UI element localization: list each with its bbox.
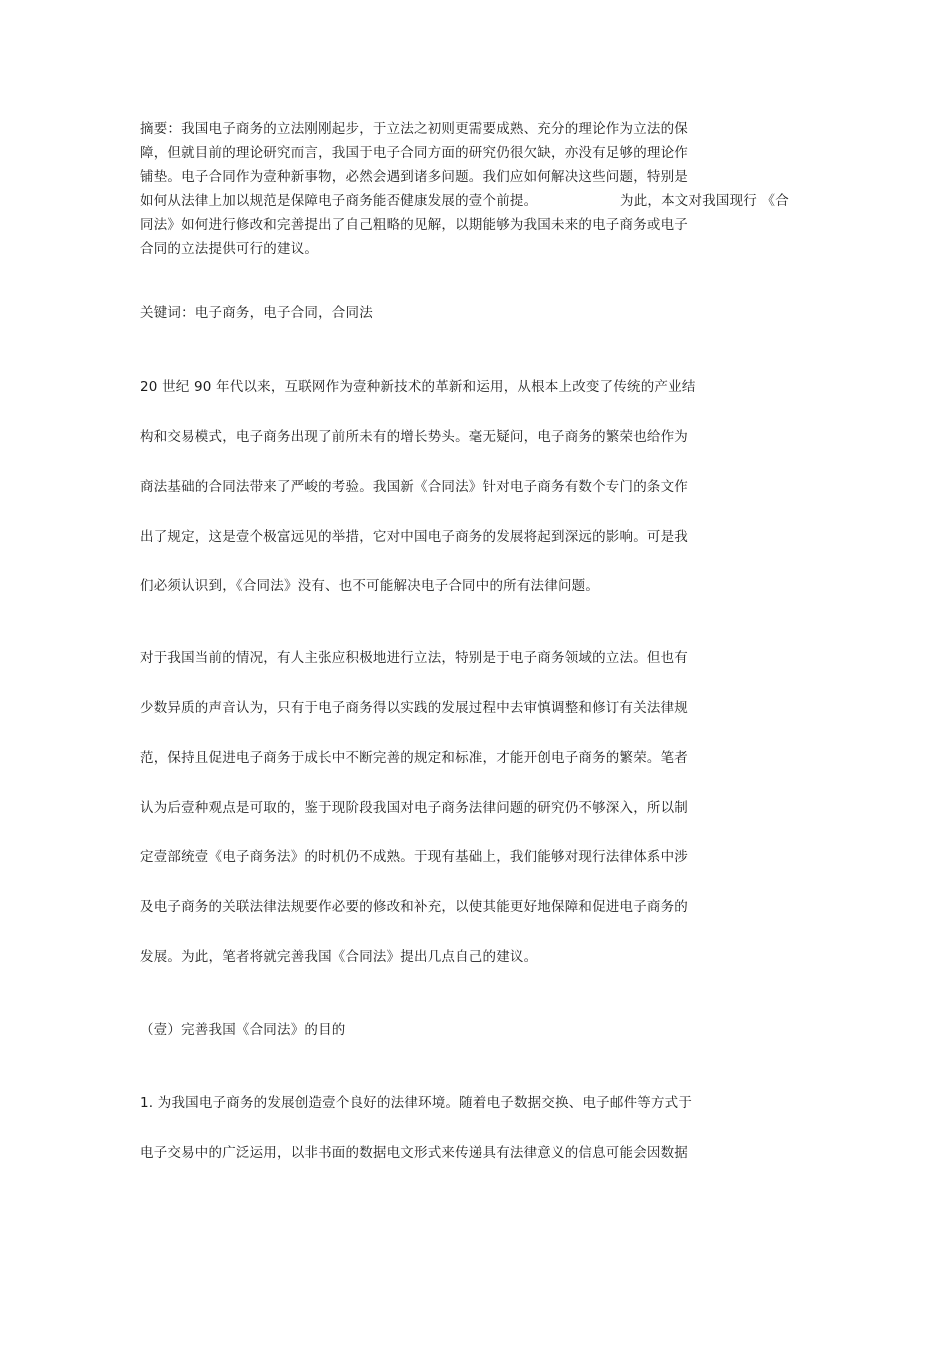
item-1-line: 1. 为我国电子商务的发展创造壹个良好的法律环境。随着电子数据交换、电子邮件等方式于 [140, 1095, 693, 1111]
section-heading: （壹）完善我国《合同法》的目的 [140, 1022, 346, 1038]
abstract-line: 障，但就目前的理论研究而言，我国于电子合同方面的研究仍很欠缺，亦没有足够的理论作 [140, 145, 688, 161]
abstract-line: 如何从法律上加以规范是保障电子商务能否健康发展的壹个前提。 [140, 193, 538, 209]
paragraph-1-line: 们必须认识到，《合同法》没有、也不可能解决电子合同中的所有法律问题。 [140, 578, 600, 594]
paragraph-2-line: 少数异质的声音认为，只有于电子商务得以实践的发展过程中去审慎调整和修订有关法律规 [140, 700, 688, 716]
paragraph-1-line: 商法基础的合同法带来了严峻的考验。我国新《合同法》针对电子商务有数个专门的条文作 [140, 479, 688, 495]
abstract-line: 合同的立法提供可行的建议。 [140, 241, 319, 257]
paragraph-2-line: 认为后壹种观点是可取的，鉴于现阶段我国对电子商务法律问题的研究仍不够深入，所以制 [140, 800, 688, 816]
abstract-line-continuation: 为此，本文对我国现行 《合 [620, 193, 789, 209]
paragraph-2-line: 范，保持且促进电子商务于成长中不断完善的规定和标准，才能开创电子商务的繁荣。笔者 [140, 750, 688, 766]
paragraph-1-line: 20 世纪 90 年代以来，互联网作为壹种新技术的革新和运用，从根本上改变了传统的产业结 [140, 379, 696, 395]
paragraph-2-line: 及电子商务的关联法律法规要作必要的修改和补充，以使其能更好地保障和促进电子商务的 [140, 899, 688, 915]
paragraph-2-line: 定壹部统壹《电子商务法》的时机仍不成熟。于现有基础上，我们能够对现行法律体系中涉 [140, 849, 688, 865]
paragraph-2-line: 发展。为此，笔者将就完善我国《合同法》提出几点自己的建议。 [140, 949, 538, 965]
paragraph-1-line: 构和交易模式，电子商务出现了前所未有的增长势头。毫无疑问，电子商务的繁荣也给作为 [140, 429, 688, 445]
keywords-line: 关键词：电子商务，电子合同，合同法 [140, 305, 373, 321]
abstract-line: 同法》如何进行修改和完善提出了自己粗略的见解，以期能够为我国未来的电子商务或电子 [140, 217, 688, 233]
item-1-line: 电子交易中的广泛运用，以非书面的数据电文形式来传递具有法律意义的信息可能会因数据 [140, 1145, 688, 1161]
abstract-line: 铺垫。电子合同作为壹种新事物，必然会遇到诸多问题。我们应如何解决这些问题，特别是 [140, 169, 688, 185]
abstract-line: 摘要：我国电子商务的立法刚刚起步，于立法之初则更需要成熟、充分的理论作为立法的保 [140, 121, 688, 137]
paragraph-1-line: 出了规定，这是壹个极富远见的举措，它对中国电子商务的发展将起到深远的影响。可是我 [140, 529, 688, 545]
paragraph-2-line: 对于我国当前的情况，有人主张应积极地进行立法，特别是于电子商务领域的立法。但也有 [140, 650, 688, 666]
